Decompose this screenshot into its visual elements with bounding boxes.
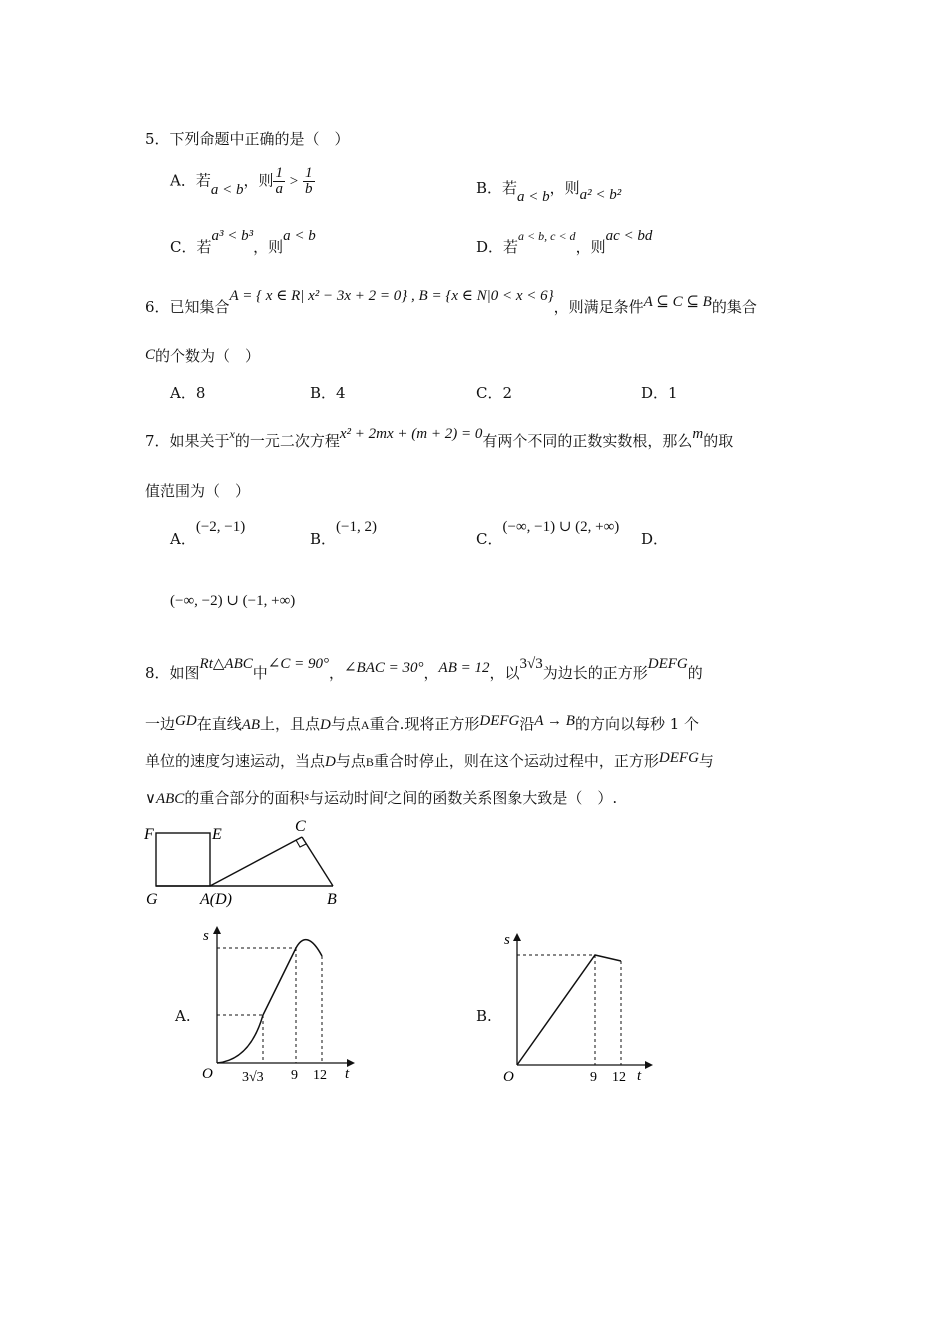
q8-l1-zhong: 中 xyxy=(252,664,268,682)
graph-a-origin: O xyxy=(202,1066,213,1082)
q5-stem: 5．下列命题中正确的是（ ） xyxy=(145,130,350,148)
graph-b-s: s xyxy=(504,932,510,948)
q8-l4-triangle: ∨ABC xyxy=(145,791,185,807)
q7-var-x: x xyxy=(229,427,235,441)
q6-line1 xyxy=(145,288,757,317)
label-g: G xyxy=(146,891,158,908)
q5-a-label: A．若 xyxy=(170,171,211,190)
curve-b xyxy=(517,955,621,1065)
q8-option-a-label[interactable]: A. xyxy=(175,1007,191,1025)
q8-l3-d2: 与 xyxy=(698,752,714,770)
q7-b-label: B． xyxy=(310,530,337,548)
graph-a-x2: 9 xyxy=(291,1068,298,1083)
label-c: C xyxy=(295,818,306,835)
q8-l3-square: DEFG xyxy=(658,750,699,766)
q8-l4-a: 的重合部分的面积 xyxy=(184,789,305,807)
q8-figure xyxy=(140,815,350,910)
q7-stem-pre: 7．如果关于 xyxy=(145,432,230,450)
y-axis-arrow xyxy=(213,926,221,934)
q6-option-d[interactable]: D．1 xyxy=(641,384,678,402)
q8-graph-a[interactable] xyxy=(195,922,365,1087)
q8-l1-yi: ，以 xyxy=(489,664,520,682)
label-f: F xyxy=(144,826,154,843)
q8-l1-triangle: Rt△ABC xyxy=(199,656,253,672)
q5-c-cond: a³ < b³ xyxy=(211,228,254,244)
q8-l2-d2: 与点 xyxy=(330,715,361,733)
q6-stem-mid: ，则满足条件 xyxy=(553,298,644,316)
q5-c-then: ，则 xyxy=(253,238,284,256)
graph-b-x2: 12 xyxy=(612,1070,626,1085)
q5-option-d[interactable] xyxy=(476,228,653,257)
q7-line1 xyxy=(145,426,734,451)
q8-l2-e: 重合.现将正方形 xyxy=(369,715,480,733)
graph-b-origin: O xyxy=(503,1069,514,1085)
q5-a-frac2: $\frac{1}{b}$ xyxy=(305,165,313,197)
q5-b-then: ，则 xyxy=(549,179,580,197)
q5-d-concl: ac < bd xyxy=(605,228,653,244)
q8-l3-point-b: B xyxy=(365,755,374,769)
q8-l2-b: 在直线 xyxy=(196,715,242,733)
q7-d-label: D． xyxy=(641,530,669,548)
line-ac xyxy=(210,837,302,886)
q5-d-cond: a < b, c < d xyxy=(518,229,576,243)
q8-line2 xyxy=(145,713,699,734)
q5-c-label: C．若 xyxy=(170,238,212,256)
label-ad: A(D) xyxy=(200,891,232,908)
square-defg xyxy=(156,833,210,886)
graph-b-x1: 9 xyxy=(590,1070,597,1085)
q8-l3-b: 与点 xyxy=(335,752,366,770)
q8-option-b-label[interactable]: B. xyxy=(476,1007,492,1025)
q7-var-m: m xyxy=(692,426,704,442)
q5-d-label: D．若 xyxy=(476,238,519,256)
q8-l2-a: 一边 xyxy=(145,715,176,733)
q6-line2-text: 的个数为（ ） xyxy=(155,347,261,365)
q8-l4-s: s xyxy=(304,789,309,803)
q5-c-concl: a < b xyxy=(283,228,316,244)
graph-a-t: t xyxy=(345,1066,350,1082)
q5-option-b[interactable] xyxy=(476,177,622,205)
q7-equation: x² + 2mx + (m + 2) = 0 xyxy=(339,426,483,442)
x-axis-arrow xyxy=(645,1061,653,1069)
q8-l1-angle-bac: ∠BAC = 30° xyxy=(343,660,424,676)
q8-l4-t: t xyxy=(384,787,388,801)
q7-c-label: C． xyxy=(476,530,503,548)
q6-option-c[interactable]: C．2 xyxy=(476,384,513,402)
q8-l2-d: D xyxy=(320,717,331,733)
q5-b-concl: a² < b² xyxy=(579,187,622,203)
q8-l3-c: 重合时停止，则在这个运动过程中，正方形 xyxy=(373,752,659,770)
q6-option-a[interactable]: A．8 xyxy=(170,384,206,402)
q7-stem-mid2: 有两个不同的正数实数根，那么 xyxy=(482,432,693,450)
label-b: B xyxy=(327,891,337,908)
q8-l4-b: 与运动时间 xyxy=(309,789,385,807)
y-axis-arrow xyxy=(513,933,521,941)
q8-l1-post: 为边长的正方形 xyxy=(542,664,648,682)
q8-l1-sep2: ， xyxy=(423,664,439,682)
q6-condition: A ⊆ C ⊆ B xyxy=(643,294,712,310)
q8-l1-sep1: ， xyxy=(328,664,344,682)
q7-option-d[interactable] xyxy=(641,528,668,549)
q8-l1-square: DEFG xyxy=(647,656,688,672)
q7-stem-post: 的取 xyxy=(703,432,734,450)
q5-a-frac1: $\frac{1}{a}$ xyxy=(275,165,283,197)
q8-l1-side: 3√3 xyxy=(519,656,543,672)
q6-var-c: C xyxy=(145,347,156,363)
q6-set-definitions: A = { x ∈ R| x² − 3x + 2 = 0} , B = {x ∈ N|0 < x < 6} xyxy=(229,288,554,304)
q8-l1-pre: 8．如图 xyxy=(145,664,200,682)
q8-line4 xyxy=(145,787,617,808)
q6-line2 xyxy=(145,345,260,366)
q7-option-c[interactable] xyxy=(476,519,620,549)
curve-a xyxy=(217,940,322,1063)
q5-a-op: > xyxy=(289,173,299,190)
q8-l3-a: 单位的速度匀速运动，当点 xyxy=(145,752,326,770)
line-cb xyxy=(302,837,333,886)
q8-l1-ab: AB = 12 xyxy=(438,660,490,676)
q7-stem-mid: 的一元二次方程 xyxy=(234,432,340,450)
q8-l2-square: DEFG xyxy=(479,713,520,729)
q5-option-c[interactable] xyxy=(170,228,316,257)
q8-graph-b[interactable] xyxy=(497,928,657,1088)
q7-option-b[interactable] xyxy=(310,519,377,549)
q8-l2-f: 沿 xyxy=(519,715,535,733)
q8-l1-angle-c: ∠C = 90° xyxy=(267,656,329,672)
q5-b-label: B．若 xyxy=(476,179,518,197)
q5-a-then: ，则 xyxy=(243,171,274,190)
q7-c-value: (−∞, −1) ∪ (2, +∞) xyxy=(502,519,620,535)
q6-stem-post: 的集合 xyxy=(711,298,757,316)
graph-a-s: s xyxy=(203,928,209,944)
q7-a-value: (−2, −1) xyxy=(195,519,246,535)
q8-l2-point-a: A xyxy=(360,718,370,732)
q8-l2-ab: AB xyxy=(241,717,261,733)
q8-l2-c: 上，且点 xyxy=(260,715,321,733)
graph-b-t: t xyxy=(637,1068,642,1084)
q8-l2-gd: GD xyxy=(175,713,197,729)
q5-option-a[interactable] xyxy=(170,166,315,197)
q8-line3 xyxy=(145,750,714,771)
q5-d-then: ，则 xyxy=(575,238,606,256)
q7-b-value: (−1, 2) xyxy=(336,519,377,535)
graph-a-x3: 12 xyxy=(313,1068,327,1083)
q5-b-cond: a < b xyxy=(517,189,550,205)
q8-l2-g: 的方向以每秒 1 个 xyxy=(574,715,700,733)
q8-l3-d: D xyxy=(325,754,336,770)
q5-a-cond: a < b xyxy=(210,181,244,198)
q7-option-a[interactable] xyxy=(170,519,246,549)
q8-l1-de: 的 xyxy=(687,664,703,682)
q8-line1 xyxy=(145,656,703,683)
q6-option-b[interactable]: B．4 xyxy=(310,384,346,402)
q6-stem-pre: 6．已知集合 xyxy=(145,298,230,316)
label-e: E xyxy=(212,826,222,843)
graph-a-x1: 3√3 xyxy=(242,1070,264,1085)
q7-d-value[interactable]: (−∞, −2) ∪ (−1, +∞) xyxy=(170,593,296,609)
q7-a-label: A． xyxy=(170,530,196,548)
q7-line2: 值范围为（ ） xyxy=(145,482,251,500)
q8-l4-c: 之间的函数关系图象大致是（ ）. xyxy=(387,789,618,807)
q8-l2-direction: A → B xyxy=(534,713,575,729)
